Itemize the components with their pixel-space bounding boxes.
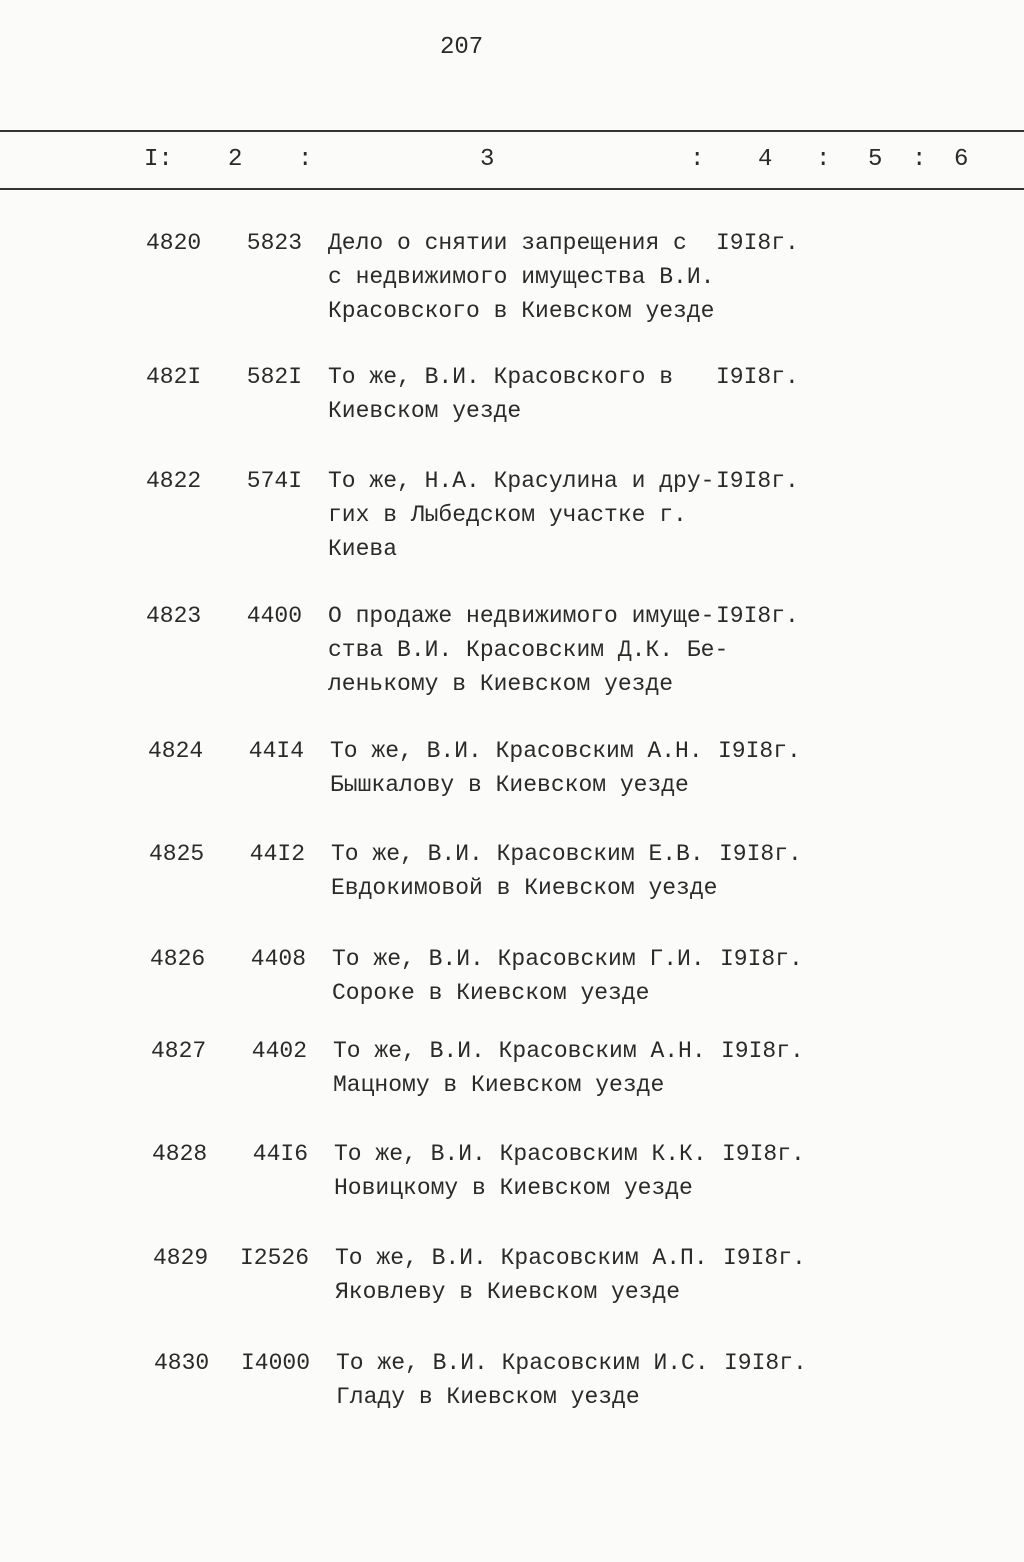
item-number: 4823 — [146, 603, 202, 629]
description-line: То же, Н.А. Красулина и дру- — [328, 468, 715, 494]
header-col1: I: — [144, 146, 173, 173]
header-col3: 3 — [480, 146, 495, 173]
item-year: I9I8г. — [722, 1141, 805, 1167]
item-description — [332, 942, 705, 1010]
description-line: То же, В.И. Красовским Г.И. — [332, 946, 705, 972]
header-top-rule — [0, 130, 1024, 132]
description-line: Новицкому в Киевском уезде — [334, 1175, 693, 1201]
description-line: Киева — [328, 536, 398, 562]
item-description — [334, 1137, 707, 1205]
description-line: То же, В.И. Красовским К.К. — [334, 1141, 707, 1167]
header-separator: : — [912, 146, 927, 173]
description-line: Бышкалову в Киевском уезде — [330, 772, 689, 798]
item-number: 4830 — [154, 1350, 210, 1376]
old-number: 574I — [246, 468, 302, 494]
description-line: ства В.И. Красовским Д.К. Бе- — [328, 637, 729, 663]
item-year: I9I8г. — [716, 468, 799, 494]
header-col2: 2 — [228, 146, 243, 173]
item-year: I9I8г. — [716, 230, 799, 256]
description-line: То же, В.И. Красовским А.Н. — [330, 738, 703, 764]
header-col4: 4 — [758, 146, 773, 173]
item-year: I9I8г. — [718, 738, 801, 764]
description-line: Мацному в Киевском уезде — [333, 1072, 665, 1098]
item-description — [328, 464, 714, 566]
old-number: I4000 — [240, 1350, 310, 1376]
old-number: I2526 — [239, 1245, 309, 1271]
description-line: с недвижимого имущества В.И. — [328, 264, 715, 290]
old-number: 4402 — [251, 1038, 307, 1064]
item-year: I9I8г. — [716, 603, 799, 629]
description-line: гих в Лыбедском участке г. — [328, 502, 687, 528]
item-year: I9I8г. — [719, 841, 802, 867]
old-number: 44I4 — [248, 738, 304, 764]
item-year: I9I8г. — [720, 946, 803, 972]
item-number: 4825 — [149, 841, 205, 867]
item-description — [328, 360, 673, 428]
description-line: То же, В.И. Красовским Е.В. — [331, 841, 704, 867]
item-number: 4824 — [148, 738, 204, 764]
item-number: 4828 — [152, 1141, 208, 1167]
description-line: Сороке в Киевском уезде — [332, 980, 650, 1006]
item-number: 4829 — [153, 1245, 209, 1271]
description-line: То же, В.И. Красовским А.П. — [335, 1245, 708, 1271]
item-description — [333, 1034, 706, 1102]
item-description — [328, 599, 728, 701]
header-separator: : — [690, 146, 705, 173]
description-line: Евдокимовой в Киевском уезде — [331, 875, 718, 901]
old-number: 4408 — [250, 946, 306, 972]
item-number: 4820 — [146, 230, 202, 256]
page-number: 207 — [440, 34, 484, 61]
description-line: То же, В.И. Красовским А.Н. — [333, 1038, 706, 1064]
item-number: 4826 — [150, 946, 206, 972]
description-line: Красовского в Киевском уезде — [328, 298, 715, 324]
header-separator: : — [298, 146, 313, 173]
description-line: Киевском уезде — [328, 398, 522, 424]
description-line: То же, В.И. Красовским И.С. — [336, 1350, 709, 1376]
description-line: ленькому в Киевском уезде — [328, 671, 674, 697]
item-year: I9I8г. — [723, 1245, 806, 1271]
item-number: 482I — [146, 364, 202, 390]
description-line: То же, В.И. Красовского в — [328, 364, 674, 390]
description-line: Гладу в Киевском уезде — [336, 1384, 640, 1410]
old-number: 4400 — [246, 603, 302, 629]
item-number: 4827 — [151, 1038, 207, 1064]
header-col6: 6 — [954, 146, 969, 173]
old-number: 5823 — [246, 230, 302, 256]
item-year: I9I8г. — [721, 1038, 804, 1064]
old-number: 582I — [246, 364, 302, 390]
header-bottom-rule — [0, 188, 1024, 190]
description-line: Яковлеву в Киевском уезде — [335, 1279, 681, 1305]
item-description — [330, 734, 703, 802]
item-year: I9I8г. — [724, 1350, 807, 1376]
header-col5: 5 — [868, 146, 883, 173]
item-number: 4822 — [146, 468, 202, 494]
item-description — [335, 1241, 708, 1309]
item-description — [328, 226, 714, 328]
item-description — [331, 837, 717, 905]
old-number: 44I2 — [249, 841, 305, 867]
old-number: 44I6 — [252, 1141, 308, 1167]
description-line: О продаже недвижимого имуще- — [328, 603, 715, 629]
item-description — [336, 1346, 709, 1414]
description-line: Дело о снятии запрещения с — [328, 230, 687, 256]
header-separator: : — [816, 146, 831, 173]
item-year: I9I8г. — [716, 364, 799, 390]
